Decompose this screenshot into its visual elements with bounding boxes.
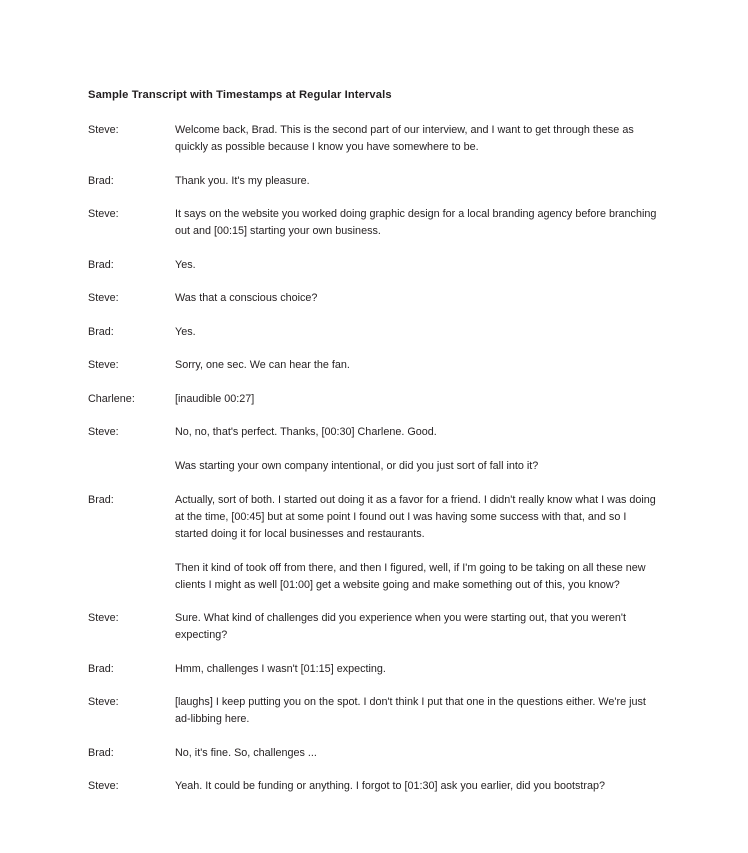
transcript-turn [88, 122, 660, 156]
utterance-group [175, 173, 660, 190]
utterance-text: Hmm, challenges I wasn't [01:15] expecting. [175, 662, 386, 675]
speaker-label: Brad: [88, 746, 114, 759]
speaker-label: Brad: [88, 325, 114, 338]
speaker-label: Steve: [88, 359, 119, 371]
utterance-group [175, 661, 660, 678]
speaker-label: Steve: [88, 124, 119, 136]
transcript-turn [88, 661, 660, 678]
utterance-text: Yes. [175, 258, 196, 271]
utterance-group [175, 290, 660, 307]
utterance-text: Actually, sort of both. I started out doing it as a favor for a friend. I didn't really know what I was doing at the time, [00:45] but at some point I found out I was having some success with that, and so I started doing it for local businesses and restaurants. [175, 493, 656, 540]
utterance-group [175, 391, 660, 408]
utterance-group [175, 694, 660, 728]
transcript-turn [88, 391, 660, 408]
utterance-text: [laughs] I keep putting you on the spot. I don't think I put that one in the questions either. We're just ad-libbing here. [175, 696, 646, 725]
transcript-turn [88, 257, 660, 274]
speaker-label: Brad: [88, 662, 114, 675]
speaker-label: Steve: [88, 696, 119, 708]
transcript-turn [88, 610, 660, 644]
utterance-group [175, 206, 660, 240]
transcript-turn [88, 206, 660, 240]
transcript-turn [88, 745, 660, 762]
utterance-text: No, it's fine. So, challenges ... [175, 746, 317, 759]
utterance-text: Welcome back, Brad. This is the second part of our interview, and I want to get through these as quickly as possible because I know you have somewhere to be. [175, 124, 634, 153]
transcript-turn [88, 357, 660, 374]
utterance-group [175, 745, 660, 762]
utterance-text: Sure. What kind of challenges did you experience when you were starting out, that you weren't expecting? [175, 612, 626, 641]
utterance-group [175, 610, 660, 644]
utterance-text: Thank you. It's my pleasure. [175, 174, 310, 187]
utterance-group [175, 778, 660, 795]
utterance-text: [inaudible 00:27] [175, 392, 255, 405]
utterance-group [175, 324, 660, 341]
transcript-turn [88, 694, 660, 728]
speaker-label: Steve: [88, 208, 119, 220]
utterance-text: It says on the website you worked doing graphic design for a local branding agency before branching out and [00:15] starting your own business. [175, 208, 657, 237]
utterance-text: Sorry, one sec. We can hear the fan. [175, 359, 350, 371]
transcript-turn [88, 173, 660, 190]
speaker-label: Charlene: [88, 392, 135, 405]
speaker-label: Brad: [88, 258, 114, 271]
page-title: Sample Transcript with Timestamps at Regular Intervals [88, 89, 392, 101]
utterance-text: Yes. [175, 325, 196, 338]
speaker-label: Brad: [88, 174, 114, 187]
speaker-label: Steve: [88, 612, 119, 624]
utterance-group [175, 257, 660, 274]
speaker-label: Brad: [88, 493, 114, 506]
speaker-label: Steve: [88, 780, 119, 792]
speaker-label: Steve: [88, 426, 119, 438]
transcript-turn [88, 290, 660, 307]
utterance-text: Yeah. It could be funding or anything. I forgot to [01:30] ask you earlier, did you bootstrap? [175, 780, 605, 792]
transcript-turn [88, 424, 660, 475]
utterance-text: Was starting your own company intentional, or did you just sort of fall into it? [175, 460, 539, 472]
utterance-group [175, 357, 660, 374]
utterance-text: No, no, that's perfect. Thanks, [00:30] Charlene. Good. [175, 426, 437, 438]
transcript-body [88, 122, 660, 795]
utterance-group [175, 492, 660, 594]
speaker-label: Steve: [88, 292, 119, 304]
transcript-turn [88, 324, 660, 341]
utterance-group [175, 424, 660, 475]
transcript-turn [88, 492, 660, 594]
utterance-text: Then it kind of took off from there, and then I figured, well, if I'm going to be taking on all these new clients I might as well [01:00] get a website going and make something out of this, you know? [175, 561, 646, 591]
utterance-text: Was that a conscious choice? [175, 292, 318, 304]
transcript-turn [88, 778, 660, 795]
utterance-group [175, 122, 660, 156]
